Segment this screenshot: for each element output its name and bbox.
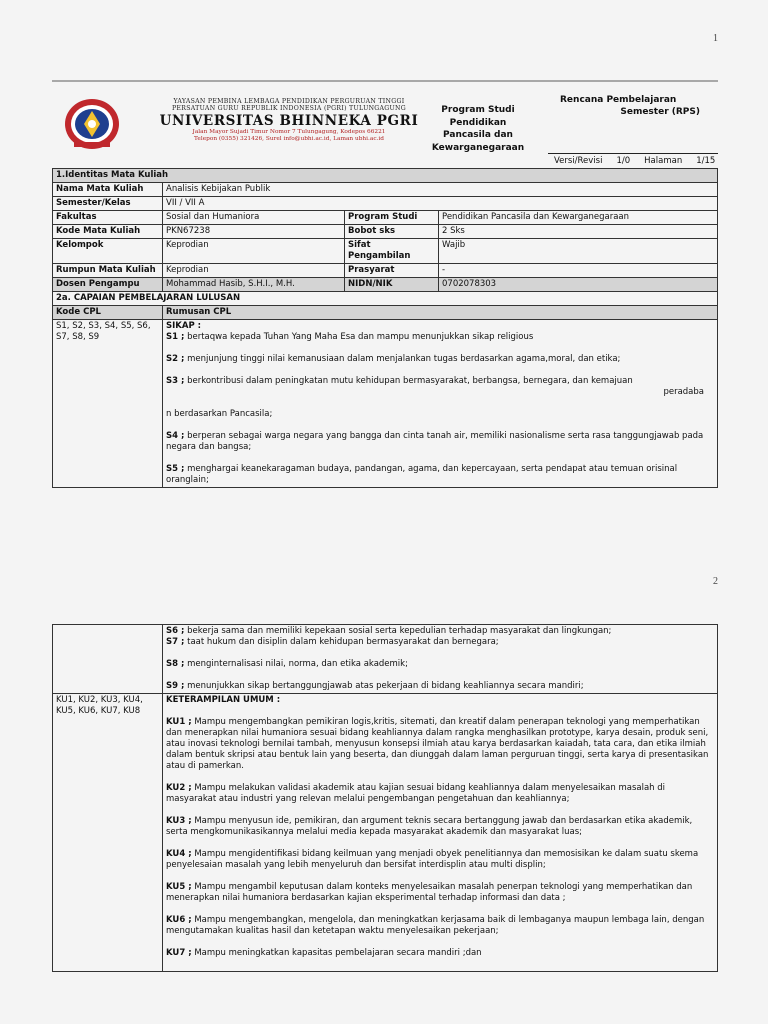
col-rumusan-cpl: Rumusan CPL xyxy=(163,306,718,320)
versi-label: Versi/Revisi xyxy=(554,156,603,166)
halaman-label: Halaman xyxy=(644,156,683,166)
cpl-code: S9 ; xyxy=(166,681,185,691)
program-line: Pendidikan xyxy=(449,117,507,128)
cpl-text: Mampu mengidentifikasi bidang keilmuan yang menjadi obyek penelitiannya dan memosisikan ke dalam suatu skema penyelesaian masalah yang lebih menyeluruh dan bersifat interdisplin atau multi displin; xyxy=(166,849,699,870)
cpl-code: KU2 ; xyxy=(166,783,192,793)
cpl-text: Mampu melakukan validasi akademik atau kajian sesuai bidang keahliannya dalam menyelesaikan masalah di masyarakat atau industri yang relevan melalui pengembangan pengetahuan dan keahliannya; xyxy=(166,783,666,804)
program-studi-title xyxy=(426,104,530,154)
cpl-text: menginternalisasi nilai, norma, dan etika akademik; xyxy=(187,659,408,669)
table-row xyxy=(53,292,718,306)
section-title-identitas: 1.Identitas Mata Kuliah xyxy=(53,169,718,183)
col-kode-cpl: Kode CPL xyxy=(53,306,163,320)
sikap-codes: S1, S2, S3, S4, S5, S6, S7, S8, S9 xyxy=(53,320,163,488)
cpl-text: Mampu menyusun ide, pemikiran, dan argument teknis secara bertanggung jawab dan berdasarkan etika akademik, serta mengkomunikasikannya melalui media kepada masyarakat akademik dan masyarakat luas; xyxy=(166,816,693,837)
value-bobot: 2 Sks xyxy=(439,225,718,239)
cpl-text: bekerja sama dan memiliki kepekaan sosial serta kepedulian terhadap masyarakat dan lingkungan; xyxy=(187,626,612,636)
cpl-item-s4 xyxy=(166,431,714,453)
cpl-text: Mampu mengambil keputusan dalam konteks menyelesaikan masalah penerpan teknologi yang memperhatikan dan menerapkan nilai humaniora berdasarkan kajian eksperimental terhadap informasi dan data ; xyxy=(166,882,693,903)
table-row xyxy=(53,211,718,225)
label-semester: Semester/Kelas xyxy=(53,197,163,211)
identity-table xyxy=(52,168,718,488)
label-prasyarat: Prasyarat xyxy=(345,264,439,278)
cpl-item-s2 xyxy=(166,354,714,365)
cpl-text: bertaqwa kepada Tuhan Yang Maha Esa dan mampu menunjukkan sikap religious xyxy=(187,332,534,342)
cpl-text: berperan sebagai warga negara yang bangga dan cinta tanah air, memiliki nasionalisme serta rasa tanggungjawab pada negara dan bangsa; xyxy=(166,431,704,452)
cpl-code: S6 ; xyxy=(166,626,185,636)
program-line: Kewarganegaraan xyxy=(431,142,525,153)
cpl-text: taat hukum dan disiplin dalam kehidupan bermasyarakat dan bernegara; xyxy=(187,637,499,647)
value-kelompok: Keprodian xyxy=(163,239,345,264)
cpl-text: Mampu meningkatkan kapasitas pembelajaran secara mandiri ;dan xyxy=(194,948,482,958)
label-sifat: Sifat Pengambilan xyxy=(345,239,439,264)
cpl-code: S5 ; xyxy=(166,464,185,474)
cpl-code: KU1 ; xyxy=(166,717,192,727)
cpl-item-ku1 xyxy=(166,717,714,772)
university-name: UNIVERSITAS BHINNEKA PGRI xyxy=(159,113,419,129)
sikap-codes-continued xyxy=(53,625,163,694)
table-row xyxy=(53,183,718,197)
version-row xyxy=(548,153,718,167)
cpl-item-s8 xyxy=(166,659,714,670)
ku-codes: KU1, KU2, KU3, KU4, KU5, KU6, KU7, KU8 xyxy=(53,694,163,972)
cpl-text: Mampu mengembangkan pemikiran logis,kritis, sitemati, dan kreatif dalam penerapan teknologi yang memperhatikan dan menerapkan nilai humaniora sesuai bidang keahliannya dalam rangka menghasilkan prototype, karya desain, produk seni, atau inovasi teknologi bernilai tambah, menyusun konsepsi ilmiah atau karya berdasarkan kaiadah, tata cara, dan etika ilmiah dalam bentuk skripsi atau bentuk lain yang beserta, dan diunggah dalam laman perguruan tinggi, serta karya di presentasikan atau di pamerkan. xyxy=(166,717,709,771)
cpl-text: menghargai keanekaragaman budaya, pandangan, agama, dan kepercayaan, serta pendapat atau temuan orisinal oranglain; xyxy=(166,464,678,485)
value-fakultas: Sosial dan Humaniora xyxy=(163,211,345,225)
label-bobot: Bobot sks xyxy=(345,225,439,239)
cpl-text: menunjukkan sikap bertanggungjawab atas pekerjaan di bidang keahliannya secara mandiri; xyxy=(187,681,584,691)
cpl-item-ku6 xyxy=(166,915,714,937)
institution-block xyxy=(128,98,450,143)
rps-line-1: Rencana Pembelajaran xyxy=(560,95,677,105)
cpl-code: S3 ; xyxy=(166,376,185,386)
table-row xyxy=(53,278,718,292)
cpl-code: S1 ; xyxy=(166,332,185,342)
foundation-line-1: YAYASAN PEMBINA LEMBAGA PENDIDIKAN PERGURUAN TINGGI xyxy=(173,98,405,105)
label-dosen: Dosen Pengampu xyxy=(53,278,163,292)
top-divider xyxy=(52,80,718,82)
cpl-item-ku7 xyxy=(166,948,714,959)
cpl-item-s3 xyxy=(166,376,714,387)
table-row xyxy=(53,239,718,264)
address-line-2: Telepon (0355) 321426, Surel info@ubhi.ac.id, Laman ubhi.ac.id xyxy=(194,136,384,142)
table-row xyxy=(53,264,718,278)
sikap-cell xyxy=(163,320,718,488)
table-row xyxy=(53,306,718,320)
value-semester: VII / VII A xyxy=(163,197,718,211)
cpl-code: KU6 ; xyxy=(166,915,192,925)
table-row xyxy=(53,169,718,183)
label-kode: Kode Mata Kuliah xyxy=(53,225,163,239)
cpl-item-s9 xyxy=(166,681,714,692)
cpl-item-s6 xyxy=(166,626,714,637)
value-nama: Analisis Kebijakan Publik xyxy=(163,183,718,197)
rps-title xyxy=(548,94,718,118)
ku-cell xyxy=(163,694,718,972)
cpl-item-ku5 xyxy=(166,882,714,904)
document-header xyxy=(52,92,718,168)
university-logo-icon xyxy=(62,96,122,152)
table-row xyxy=(53,625,718,694)
value-dosen: Mohammad Hasib, S.H.I., M.H. xyxy=(163,278,345,292)
halaman-value: 1/15 xyxy=(696,156,716,166)
sikap-cell-continued xyxy=(163,625,718,694)
cpl-text-continued: n berdasarkan Pancasila; xyxy=(166,409,273,419)
cpl-code: KU5 ; xyxy=(166,882,192,892)
label-kelompok: Kelompok xyxy=(53,239,163,264)
rps-line-2: Semester (RPS) xyxy=(620,107,700,117)
table-row xyxy=(53,225,718,239)
address-line-1: Jalan Mayor Sujadi Timur Nomor 7 Tulungagung, Kodepos 66221 xyxy=(192,129,386,135)
program-line: Pancasila dan xyxy=(443,130,513,140)
label-prodi: Program Studi xyxy=(345,211,439,225)
table-row xyxy=(53,694,718,972)
cpl-item-ku4 xyxy=(166,849,714,871)
ku-heading: KETERAMPILAN UMUM : xyxy=(166,695,281,705)
cpl-text: menjunjung tinggi nilai kemanusiaan dalam menjalankan tugas berdasarkan agama,moral, dan etika; xyxy=(187,354,621,364)
value-sifat: Wajib xyxy=(439,239,718,264)
cpl-code: KU7 ; xyxy=(166,948,192,958)
cpl-text: berkontribusi dalam peningkatan mutu kehidupan bermasyarakat, berbangsa, bernegara, dan kemajuan xyxy=(187,376,633,386)
value-rumpun: Keprodian xyxy=(163,264,345,278)
sikap-heading: SIKAP : xyxy=(166,321,202,331)
page-number-2: 2 xyxy=(713,576,718,587)
label-fakultas: Fakultas xyxy=(53,211,163,225)
cpl-item-s1 xyxy=(166,332,714,343)
section-title-cpl: 2a. CAPAIAN PEMBELAJARAN LULUSAN xyxy=(53,292,718,306)
cpl-code: S2 ; xyxy=(166,354,185,364)
value-prasyarat: - xyxy=(439,264,718,278)
value-nidn: 0702078303 xyxy=(439,278,718,292)
value-kode: PKN67238 xyxy=(163,225,345,239)
label-rumpun: Rumpun Mata Kuliah xyxy=(53,264,163,278)
page-number-1: 1 xyxy=(713,33,718,44)
cpl-item-s5 xyxy=(166,464,714,486)
table-row xyxy=(53,197,718,211)
program-line: Program Studi xyxy=(441,105,515,115)
foundation-line-2: PERSATUAN GURU REPUBLIK INDONESIA (PGRI) TULUNGAGUNG xyxy=(171,105,407,112)
cpl-code: S7 ; xyxy=(166,637,185,647)
cpl-table-continued xyxy=(52,624,718,972)
cpl-item-ku2 xyxy=(166,783,714,805)
cpl-item-ku3 xyxy=(166,816,714,838)
cpl-code: KU3 ; xyxy=(166,816,192,826)
cpl-item-s7 xyxy=(166,637,714,648)
label-nama: Nama Mata Kuliah xyxy=(53,183,163,197)
cpl-code: S4 ; xyxy=(166,431,185,441)
versi-value: 1/0 xyxy=(616,156,631,166)
cpl-code: S8 ; xyxy=(166,659,185,669)
table-row xyxy=(53,320,718,488)
label-nidn: NIDN/NIK xyxy=(345,278,439,292)
cpl-code: KU4 ; xyxy=(166,849,192,859)
value-prodi: Pendidikan Pancasila dan Kewarganegaraan xyxy=(439,211,718,225)
cpl-text: Mampu mengembangkan, mengelola, dan meningkatkan kerjasama baik di lembaganya maupun lembaga lain, dengan mengutamakan kualitas hasil dan ketetapan waktu menyelesaikan pekerjaan; xyxy=(166,915,705,936)
cpl-text-continued: peradaba xyxy=(663,387,704,397)
